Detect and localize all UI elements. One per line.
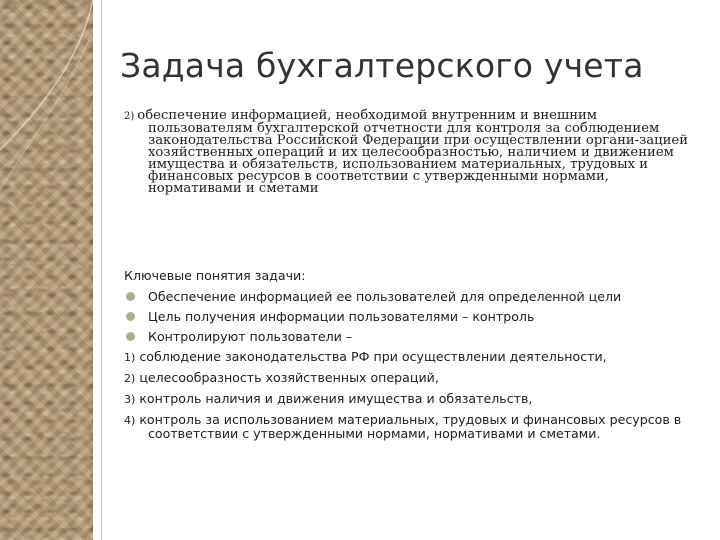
- task-detail-paragraph: [124, 110, 696, 195]
- list-item: [124, 330, 704, 343]
- key-concepts-block: [124, 268, 704, 447]
- bullet-text: Контролируют пользователи –: [148, 329, 353, 344]
- bullet-icon: [126, 292, 135, 301]
- decorative-texture-panel: [0, 0, 93, 540]
- task-detail-number: 2): [124, 111, 135, 122]
- item-number: 2): [124, 372, 136, 385]
- numbered-item: [124, 392, 704, 406]
- divider-line: [101, 0, 102, 540]
- decorative-arc-ornament: [0, 0, 93, 540]
- item-text: контроль наличия и движения имущества и обязательств,: [139, 391, 533, 406]
- item-number: 1): [124, 351, 136, 364]
- numbered-item: [124, 371, 704, 385]
- bullet-icon: [126, 312, 135, 321]
- task-detail-text: обеспечение информацией, необходимой внутренним и внешним пользователям бухгалтерской отчетности для контроля за соблюдением законодательства Российской Федерации при осуществлении органи-зацией хозяйственных операций и их целесообразностью, наличием и движением имущества и обязательств, использованием материальных, трудовых и финансовых ресурсов в соответствии с утвержденными нормами, нормативами и сметами: [137, 108, 689, 196]
- item-number: 3): [124, 393, 136, 406]
- list-item: [124, 290, 704, 303]
- list-item: [124, 310, 704, 323]
- item-text: соблюдение законодательства РФ при осуществлении деятельности,: [139, 349, 607, 364]
- bullet-text: Обеспечение информацией ее пользователей для определенной цели: [148, 289, 622, 304]
- slide-title: Задача бухгалтерского учета: [120, 46, 644, 85]
- item-number: 4): [124, 414, 136, 427]
- item-text: целесообразность хозяйственных операций,: [139, 370, 439, 385]
- bullet-icon: [126, 332, 135, 341]
- item-text: контроль за использованием материальных, трудовых и финансовых ресурсов в соответствии с утвержденными нормами, нормативами и сметами.: [139, 412, 682, 441]
- bullet-text: Цель получения информации пользователями – контроль: [148, 309, 535, 324]
- numbered-item: [124, 350, 704, 364]
- numbered-item: [124, 413, 704, 440]
- key-concepts-heading: Ключевые понятия задачи:: [124, 268, 306, 283]
